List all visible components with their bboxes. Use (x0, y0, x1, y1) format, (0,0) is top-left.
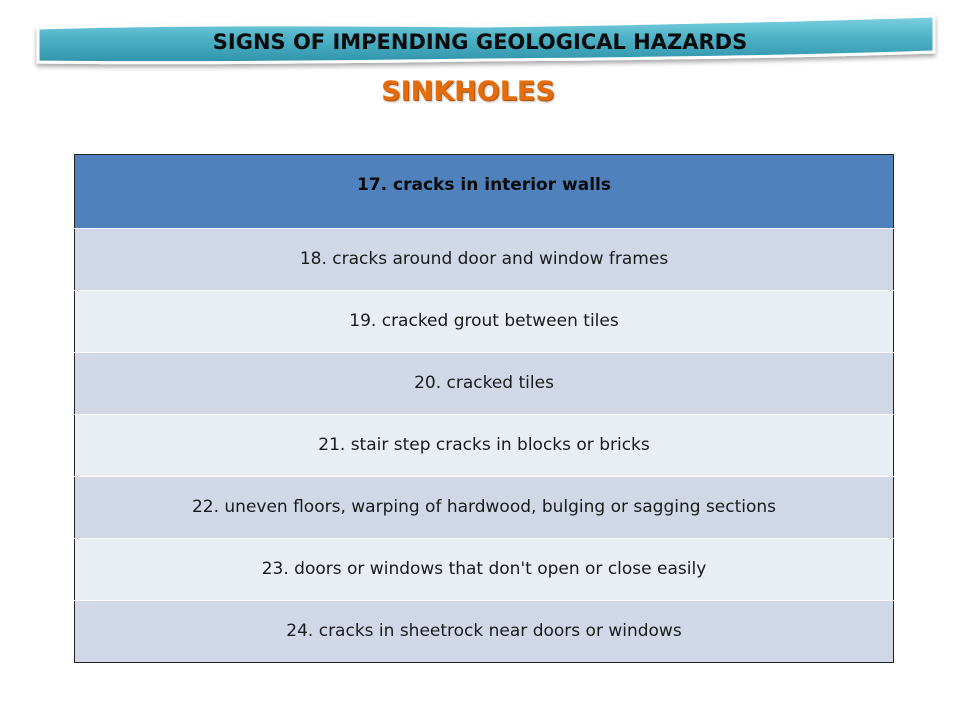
table-row (75, 539, 894, 601)
table-cell: 21. stair step cracks in blocks or bricks (75, 415, 894, 477)
table-cell: 18. cracks around door and window frames (75, 229, 894, 291)
table-cell: 23. doors or windows that don't open or close easily (75, 539, 894, 601)
table-cell: 20. cracked tiles (75, 353, 894, 415)
table-cell: 19. cracked grout between tiles (75, 291, 894, 353)
table-cell: 22. uneven floors, warping of hardwood, bulging or sagging sections (75, 477, 894, 539)
table-header-row (75, 155, 894, 229)
table-row (75, 415, 894, 477)
table-cell: 24. cracks in sheetrock near doors or windows (75, 601, 894, 663)
table-row (75, 353, 894, 415)
table-row (75, 601, 894, 663)
table-row (75, 477, 894, 539)
hazard-signs-table (74, 154, 894, 663)
table-row (75, 229, 894, 291)
table-header-cell: 17. cracks in interior walls (75, 155, 894, 229)
banner-title: SIGNS OF IMPENDING GEOLOGICAL HAZARDS (212, 30, 748, 54)
title-banner (0, 0, 960, 80)
page-subtitle: SINKHOLES (381, 76, 555, 107)
table-row (75, 291, 894, 353)
